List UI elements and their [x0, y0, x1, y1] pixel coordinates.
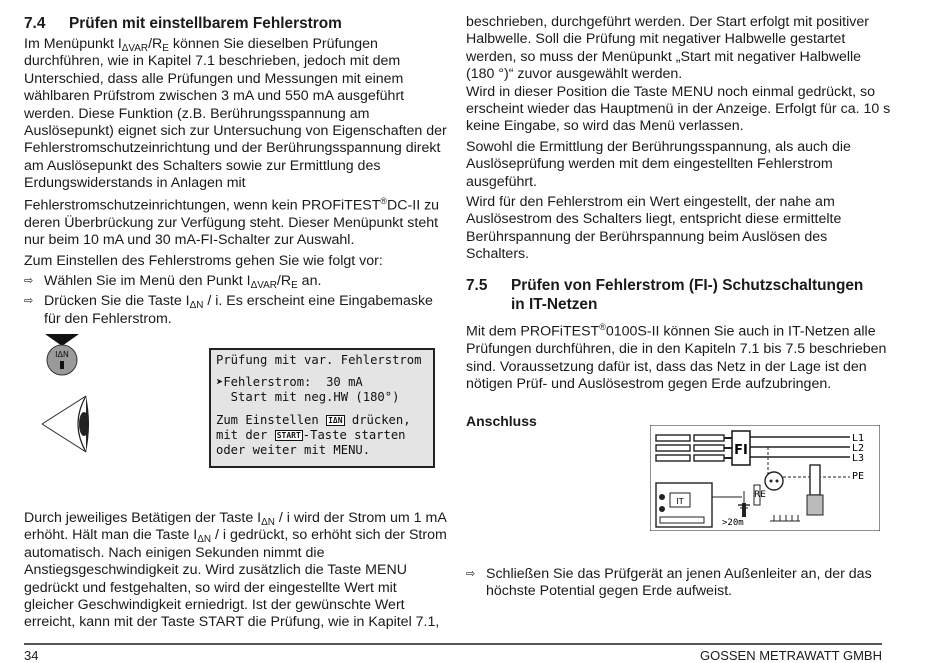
connection-label: Anschluss: [466, 413, 537, 429]
it-network-paragraph: Mit dem PROFiTEST®0100S-II können Sie auch in IT-Netzen alle Prüfungen durchführen, die in den Kapiteln 7.1 bis 7.5 beschrieben sind. Voraussetzung dafür ist, dass das Netz in der Lage ist den nötigen Prüf- und Auslösestrom gegen Erde aufzubringen.: [466, 322, 887, 392]
lcd-display: [209, 348, 435, 468]
eye-icon: [40, 392, 94, 456]
step-press-key: ⇨ Drücken Sie die Taste $I_{\Delta N}$ / i. Es erscheint eine Eingabemaske für den Fehlerstrom.: [24, 293, 433, 327]
step-select-menu: ⇨ Wählen Sie im Menü den Punkt $I_{\Delta VAR}/R_E$ an.: [24, 273, 322, 292]
left-column: [24, 14, 449, 328]
menu-paragraph: Wird in dieser Position die Taste MENU noch einmal gedrückt, so erscheint wieder das Hauptmenü in der Anzeige. Erfolgt für ca. 10 s keine Eingabe, so wird das Menü verlassen.: [466, 83, 891, 135]
lcd-current-line: ➤Fehlerstrom: 30 mA: [216, 375, 363, 390]
idn-key-icon: [42, 332, 82, 376]
arrow-icon: ⇨: [466, 568, 476, 580]
svg-text:IT: IT: [676, 497, 684, 506]
svg-text:L1: L1: [852, 433, 865, 444]
svg-text:L3: L3: [852, 453, 865, 464]
svg-text:FI: FI: [734, 443, 748, 458]
trip-paragraph: Wird für den Fehlerstrom ein Wert eingestellt, der nahe am Auslösestrom des Schalters liegt, entspricht diese ermittelte Berührspannung der Berührspannung beim Auslösen des Schalters.: [466, 194, 842, 263]
lcd-start-option: Start mit neg.HW (180°): [216, 389, 400, 404]
measurement-paragraph: Sowohl die Ermittlung der Berührungsspannung, als auch die Auslöseprüfung werden mit dem eingestellten Fehlerstrom ausgeführt.: [466, 138, 851, 190]
section-7-5: [466, 276, 891, 393]
svg-text:>20m: >20m: [722, 518, 744, 528]
arrow-icon: ⇨: [24, 275, 34, 288]
lcd-hint-line2: mit der START -Taste starten: [216, 428, 406, 443]
lcd-hint-line3: oder weiter mit MENU.: [216, 443, 371, 458]
section-heading-7-5: 7.5 Prüfen von Fehlerstrom (FI-) Schutzschaltungen in IT-Netzen: [466, 277, 864, 313]
right-column: [466, 14, 891, 264]
lcd-title: Prüfung mit var. Fehlerstrom: [216, 353, 422, 367]
left-column-bottom: [24, 510, 449, 632]
svg-text:L2: L2: [852, 443, 865, 454]
selection-arrow-icon: ➤: [216, 375, 224, 390]
connection-diagram: [650, 425, 880, 531]
section-heading-7-4: 7.4 Prüfen mit einstellbarem Fehlerstrom: [24, 15, 342, 32]
instruction-intro: Zum Einstellen des Fehlerstroms gehen Sie wie folgt vor:: [24, 252, 383, 269]
footer-divider: [24, 643, 882, 645]
intro-paragraph: Im Menüpunkt $I_{\Delta VAR}/R_E$ können Sie dieselben Prüfungen durchführen, wie in Kapitel 7.1 beschrieben, jedoch mit dem Unterschied, dass alle Prüfungen und Messungen mit einem wählbaren Prüfstrom zwischen 3 mA und 550 mA ausgeführt werden. Diese Funktion (z.B. Berührungsspannung am Auslösepunkt) eignet sich zur Untersuchung von Eigenschaften der Fehlerstromschutzeinrichtung und der Berührungsspannung direkt am Auslösepunkt des Schalters sowie zur Ermittlung des Erdungswiderstands in Anlagen mit Fehlerstromschutzeinrichtungen, wenn kein PROFiTEST®DC-II zu deren Überbrückung zur Verfügung steht. Dieser Menüpunkt steht nur beim 10 mA und 30 mA-FI-Schalter zur Auswahl.: [24, 36, 447, 249]
company-name: GOSSEN METRAWATT GMBH: [699, 648, 882, 663]
lcd-hint-line1: Zum Einstellen IΔN drücken,: [216, 412, 411, 427]
arrow-icon: ⇨: [24, 295, 34, 308]
svg-text:RE: RE: [754, 490, 766, 500]
current-adjust-paragraph: Durch jeweiliges Betätigen der Taste $I_{\Delta N}$ / i wird der Strom um 1 mA erhöht. Hält man die Taste $I_{\Delta N}$ / i gedrückt, so erhöht sich der Strom automatisch. Nach einigen Sekunden nimmt die Anstiegsgeschwindigkeit zu. Wird zusätzlich die Taste MENU gedrückt und festgehalten, so wird der eingestellte Wert mit gleicher Geschwindigkeit erniedrigt. Ist der gewünschte Wert erreicht, kann mit der Taste START die Prüfung, wie in Kapitel 7.1,: [24, 510, 447, 631]
svg-text:PE: PE: [852, 471, 865, 482]
connect-step: [466, 566, 891, 601]
svg-text:IΔN: IΔN: [55, 350, 69, 359]
step-connect: ⇨ Schließen Sie das Prüfgerät an jenen Außenleiter an, der das höchste Potential gegen Erde aufweist.: [466, 566, 872, 600]
start-paragraph: beschrieben, durchgeführt werden. Der Start erfolgt mit positiver Halbwelle. Soll die Prüfung mit negativer Halbwelle gestartet werden, so muss der Menüpunkt „Start mit negativer Halbwelle (180 °)“ zuvor ausgewählt werden.: [466, 14, 869, 83]
page-number: 34: [24, 648, 39, 663]
